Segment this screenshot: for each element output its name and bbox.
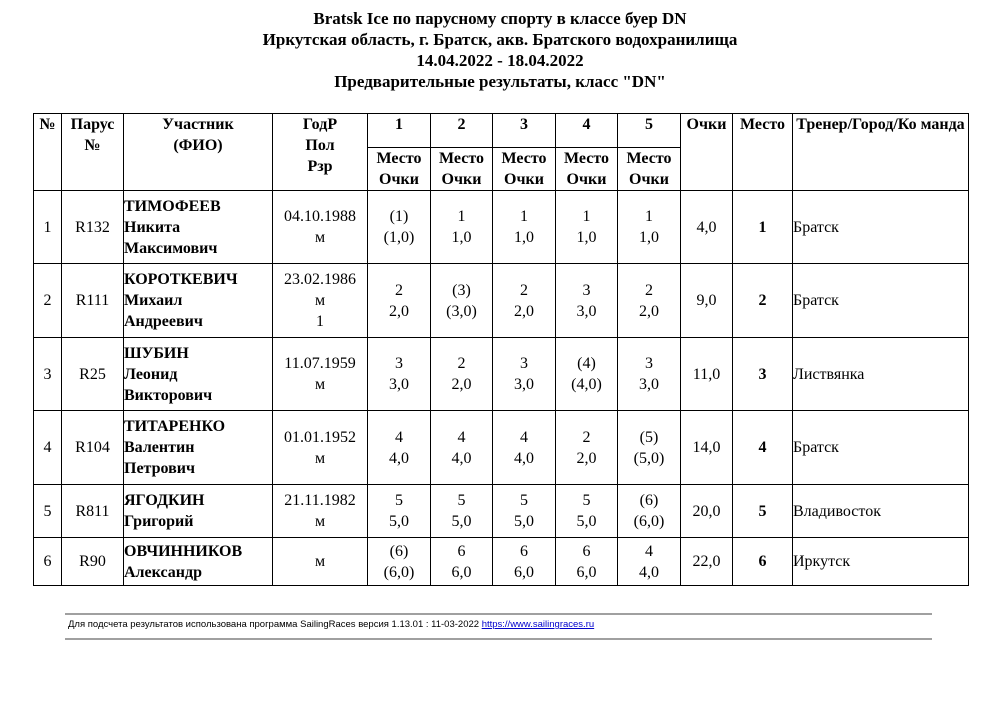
col-header-race-4: 4 [556, 114, 618, 148]
participant-name: ОВЧИННИКОВ Александр [124, 538, 273, 586]
table-row [34, 264, 969, 338]
race-result-3: 6 6,0 [493, 538, 556, 586]
event-dates: 14.04.2022 - 18.04.2022 [416, 51, 584, 70]
final-place: 2 [733, 264, 793, 338]
birth-info: 23.02.1986 м 1 [273, 264, 368, 338]
race-result-4: 2 2,0 [556, 411, 618, 485]
team-city: Листвянка [793, 338, 969, 411]
race-result-2: 4 4,0 [431, 411, 493, 485]
row-num: 1 [34, 191, 62, 264]
race-result-4: 5 5,0 [556, 485, 618, 538]
participant-name: ЯГОДКИН Григорий [124, 485, 273, 538]
race-result-4: 6 6,0 [556, 538, 618, 586]
col-header-race-3: 3 [493, 114, 556, 148]
col-subheader-race-5: Место Очки [618, 148, 681, 191]
table-row [34, 538, 969, 586]
col-subheader-race-1: Место Очки [368, 148, 431, 191]
race-result-4: 3 3,0 [556, 264, 618, 338]
event-location: Иркутская область, г. Братск, акв. Братского водохранилища [262, 30, 738, 49]
footer-link[interactable]: https://www.sailingraces.ru [481, 619, 595, 630]
final-place: 5 [733, 485, 793, 538]
participant-name: КОРОТКЕВИЧ Михаил Андреевич [124, 264, 273, 338]
race-result-2: (3) (3,0) [431, 264, 493, 338]
row-num: 2 [34, 264, 62, 338]
birth-info: 11.07.1959 м [273, 338, 368, 411]
race-result-2: 6 6,0 [431, 538, 493, 586]
race-result-1: 4 4,0 [368, 411, 431, 485]
race-result-3: 1 1,0 [493, 191, 556, 264]
row-num: 3 [34, 338, 62, 411]
birth-info: 01.01.1952 м [273, 411, 368, 485]
sail-number: R90 [62, 538, 124, 586]
birth-info: 04.10.1988 м [273, 191, 368, 264]
total-points: 4,0 [681, 191, 733, 264]
col-header-race-2: 2 [431, 114, 493, 148]
col-header-race-1: 1 [368, 114, 431, 148]
col-header-place: Место [733, 114, 793, 191]
team-city: Братск [793, 191, 969, 264]
final-place: 3 [733, 338, 793, 411]
race-result-2: 2 2,0 [431, 338, 493, 411]
race-result-5: 2 2,0 [618, 264, 681, 338]
race-result-2: 1 1,0 [431, 191, 493, 264]
col-header-points: Очки [681, 114, 733, 191]
birth-info: м [273, 538, 368, 586]
race-result-1: 3 3,0 [368, 338, 431, 411]
sail-number: R111 [62, 264, 124, 338]
total-points: 9,0 [681, 264, 733, 338]
race-result-3: 2 2,0 [493, 264, 556, 338]
col-header-race-5: 5 [618, 114, 681, 148]
race-result-5: 4 4,0 [618, 538, 681, 586]
footer-text: Для подсчета результатов использована программа SailingRaces версия 1.13.01 : 11-03-2022 [68, 619, 482, 630]
document-header [0, 8, 1000, 92]
race-result-4: 1 1,0 [556, 191, 618, 264]
col-header-sail: Парус № [62, 114, 124, 191]
final-place: 4 [733, 411, 793, 485]
participant-name: ТИМОФЕЕВ Никита Максимович [124, 191, 273, 264]
sail-number: R811 [62, 485, 124, 538]
total-points: 20,0 [681, 485, 733, 538]
race-result-3: 4 4,0 [493, 411, 556, 485]
table-row [34, 411, 969, 485]
race-result-4: (4) (4,0) [556, 338, 618, 411]
team-city: Братск [793, 264, 969, 338]
race-result-5: (5) (5,0) [618, 411, 681, 485]
results-table [33, 113, 969, 586]
table-row [34, 485, 969, 538]
row-num: 6 [34, 538, 62, 586]
race-result-3: 3 3,0 [493, 338, 556, 411]
participant-name: ШУБИН Леонид Викторович [124, 338, 273, 411]
race-result-1: (6) (6,0) [368, 538, 431, 586]
col-subheader-race-3: Место Очки [493, 148, 556, 191]
table-row [34, 191, 969, 264]
sail-number: R25 [62, 338, 124, 411]
sail-number: R104 [62, 411, 124, 485]
col-header-participant: Участник (ФИО) [124, 114, 273, 191]
team-city: Владивосток [793, 485, 969, 538]
col-header-num: № [34, 114, 62, 191]
table-row [34, 338, 969, 411]
race-result-1: 2 2,0 [368, 264, 431, 338]
col-header-birth: ГодР Пол Рзр [273, 114, 368, 191]
race-result-1: (1) (1,0) [368, 191, 431, 264]
team-city: Иркутск [793, 538, 969, 586]
footer-note [68, 619, 594, 630]
col-subheader-race-2: Место Очки [431, 148, 493, 191]
col-header-team: Тренер/Город/Ко манда [793, 114, 969, 191]
race-result-3: 5 5,0 [493, 485, 556, 538]
col-subheader-race-4: Место Очки [556, 148, 618, 191]
event-title: Bratsk Ice по парусному спорту в классе буер DN [313, 9, 687, 28]
team-city: Братск [793, 411, 969, 485]
birth-info: 21.11.1982 м [273, 485, 368, 538]
race-result-2: 5 5,0 [431, 485, 493, 538]
footer-rule-bottom [65, 638, 932, 640]
final-place: 1 [733, 191, 793, 264]
total-points: 11,0 [681, 338, 733, 411]
final-place: 6 [733, 538, 793, 586]
race-result-5: 3 3,0 [618, 338, 681, 411]
footer-rule-top [65, 613, 932, 615]
results-title: Предварительные результаты, класс "DN" [334, 72, 666, 91]
sail-number: R132 [62, 191, 124, 264]
race-result-1: 5 5,0 [368, 485, 431, 538]
row-num: 5 [34, 485, 62, 538]
total-points: 22,0 [681, 538, 733, 586]
row-num: 4 [34, 411, 62, 485]
race-result-5: 1 1,0 [618, 191, 681, 264]
race-result-5: (6) (6,0) [618, 485, 681, 538]
total-points: 14,0 [681, 411, 733, 485]
participant-name: ТИТАРЕНКО Валентин Петрович [124, 411, 273, 485]
